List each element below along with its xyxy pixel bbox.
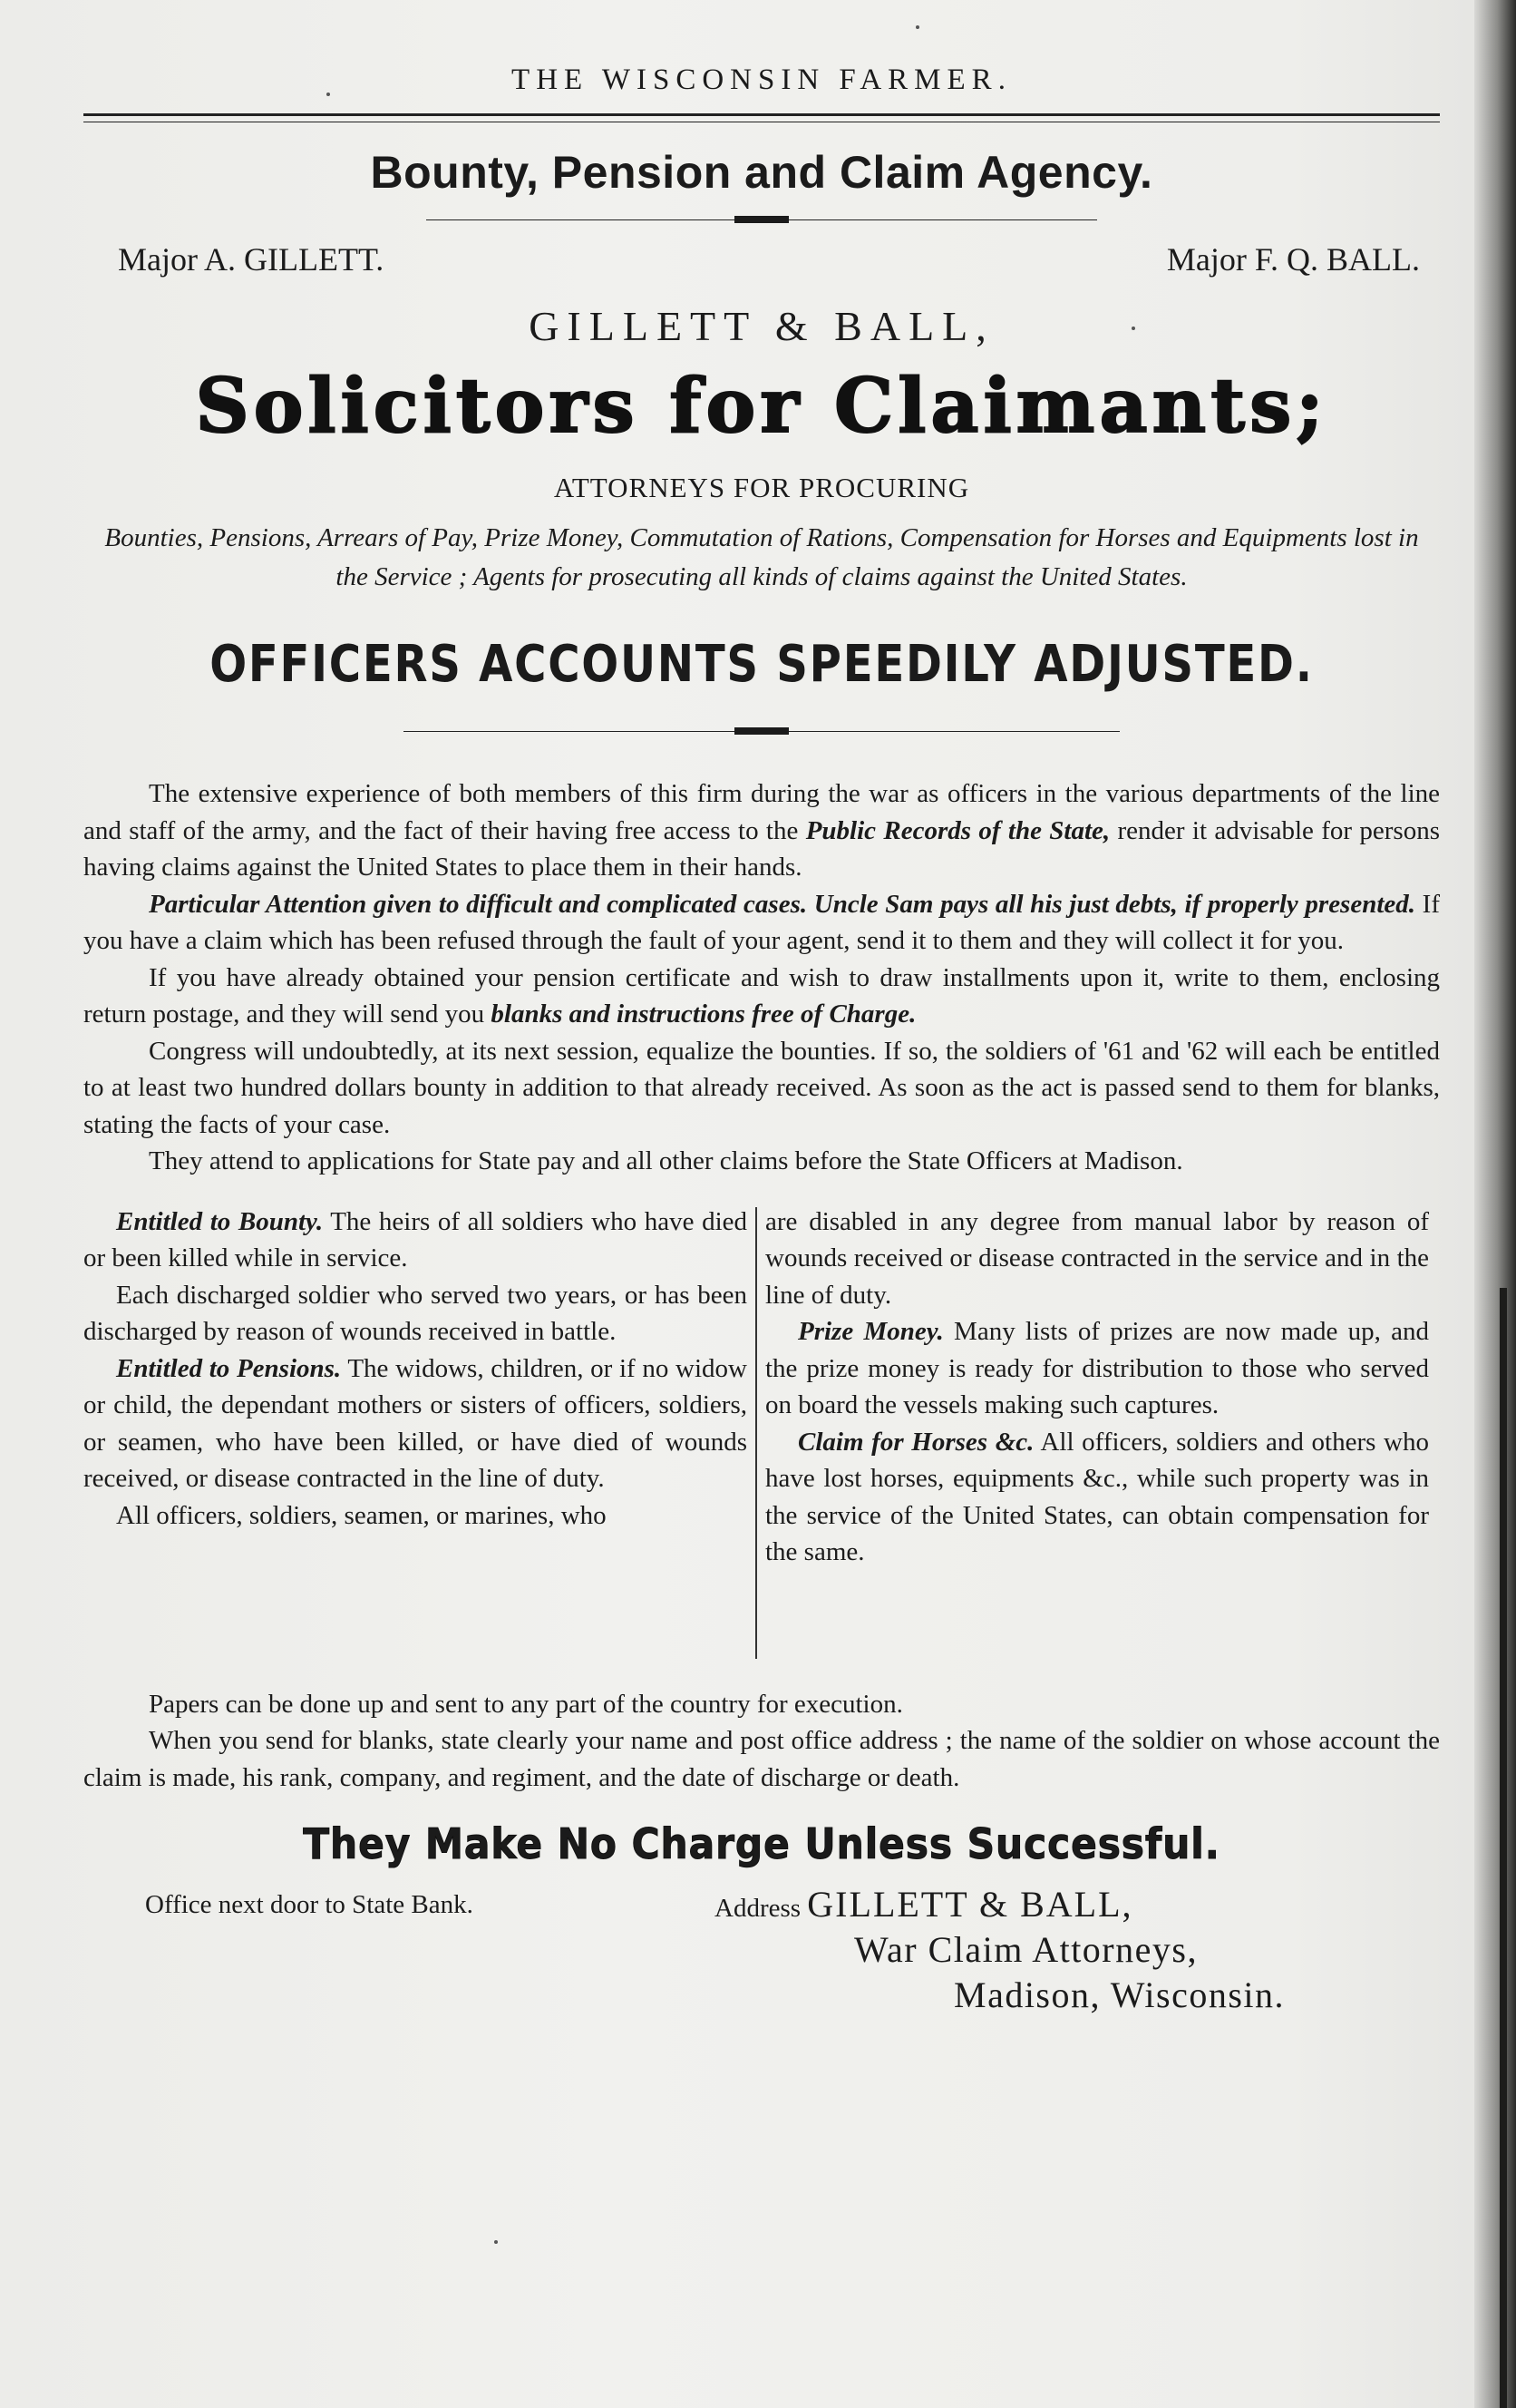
paragraph: Papers can be done up and sent to any part of the country for execution. (149, 1689, 903, 1719)
section-head: Prize Money. (798, 1317, 944, 1346)
paragraph: Congress will undoubtedly, at its next session, equalize the bounties. If so, the soldiers of '61 and '62 will each be entitled to at least two hundred dollars bounty in addition to that already received. As soon as the act is passed send to them for blanks, stating the facts of your case. (83, 1036, 1440, 1139)
rule-ornament (734, 216, 789, 223)
section-head: Entitled to Bounty. (116, 1206, 324, 1236)
column-divider (755, 1207, 757, 1659)
paragraph-text: If you have already obtained your pension certificate and wish to draw installments upon it, write to them, enclosing return postage, and they will send you (83, 962, 1440, 1029)
no-charge-line: They Make No Charge Unless Successful. (303, 1819, 1220, 1868)
print-speck (916, 25, 919, 29)
paragraph-text: The widows, children, or if no widow or child, the dependant mothers or sisters of officers, soldiers, or seamen, who have been killed, or have died of wounds received, or disease contracted in the line of duty. (83, 1353, 747, 1493)
firm-name: GILLETT & BALL, (529, 303, 995, 349)
paragraph-text: Many lists of prizes are now made up, and the prize money is ready for distribution to those who served on board the vessels making such captures. (765, 1317, 1429, 1419)
closing-text (83, 1686, 1440, 1797)
major-left: Major A. GILLETT. (118, 241, 384, 278)
address-firm: GILLETT & BALL, (807, 1884, 1133, 1925)
paragraph (83, 1350, 747, 1497)
paragraph (83, 960, 1440, 1033)
officers-line: OFFICERS ACCOUNTS SPEEDILY ADJUSTED. (209, 635, 1314, 694)
services-list: Bounties, Pensions, Arrears of Pay, Prize Money, Commutation of Rations, Compensation for Horses and Equipments lost in the Service ; Agents for prosecuting all kinds of claims against the United States. (104, 523, 1419, 591)
paragraph (765, 1313, 1429, 1424)
ornament-rule (403, 726, 1120, 737)
major-right: Major F. Q. BALL. (1166, 241, 1420, 278)
paragraph: All officers, soldiers, seamen, or marines, who (116, 1500, 607, 1530)
paragraph-text: render it advisable for persons having claims against the United States to place them in their hands. (83, 815, 1440, 882)
paragraph: They attend to applications for State pay and all other claims before the State Officers at Madison. (149, 1146, 1183, 1175)
page-edge-strip (1500, 1288, 1507, 2408)
page-edge-shadow (1474, 0, 1516, 2408)
paragraph: Each discharged soldier who served two years, or has been discharged by reason of wounds received in battle. (83, 1280, 747, 1346)
paragraph (83, 886, 1440, 960)
address-block (83, 1877, 1440, 2032)
paragraph-text: If you have a claim which has been refused through the fault of your agent, send it to them and they will collect it for you. (83, 889, 1440, 955)
paragraph (83, 1204, 747, 1277)
paragraph (765, 1424, 1429, 1571)
emphasis-text: blanks and instructions free of Charge. (491, 999, 917, 1029)
paragraph-text: All officers, soldiers and others who have lost horses, equipments &c., while such property was in the service of the United States, can obtain compensation for the same. (765, 1427, 1429, 1566)
paragraph-text: The extensive experience of both members of this firm during the war as officers in the various departments of the line and staff of the army, and the fact of their having free access to the (83, 779, 1440, 845)
address-label: Address (714, 1894, 802, 1923)
section-head: Entitled to Pensions. (116, 1353, 342, 1383)
body-text (83, 775, 1440, 1180)
emphasis-text: Particular Attention given to difficult and complicated cases. Uncle Sam pays all his just debts, if properly presented. (149, 889, 1416, 919)
paragraph-text: The heirs of all soldiers who have died or been killed while in service. (83, 1206, 747, 1272)
left-column (83, 1204, 747, 1535)
right-column (765, 1204, 1429, 1571)
print-speck (494, 2240, 498, 2244)
two-column-section (83, 1204, 1440, 1668)
agency-title: Bounty, Pension and Claim Agency. (370, 147, 1153, 198)
ornament-rule (426, 215, 1097, 226)
majors-line (83, 240, 1440, 295)
section-head: Claim for Horses &c. (798, 1427, 1035, 1457)
rule-ornament (734, 727, 789, 735)
double-rule (83, 113, 1440, 122)
attorneys-line: ATTORNEYS FOR PROCURING (553, 472, 970, 503)
office-location: Office next door to State Bank. (145, 1890, 473, 1919)
address-title: War Claim Attorneys, (854, 1929, 1198, 1970)
paragraph: When you send for blanks, state clearly your name and post office address ; the name of the soldier on whose account the claim is made, his rank, company, and regiment, and the date of discharge or death. (83, 1726, 1440, 1792)
paragraph: are disabled in any degree from manual labor by reason of wounds received or disease contracted in the service and in the line of duty. (765, 1206, 1429, 1310)
address-line (714, 1883, 1133, 1925)
paragraph (83, 775, 1440, 886)
headline: Solicitors for Claimants; (195, 363, 1328, 450)
masthead: THE WISCONSIN FARMER. (511, 63, 1012, 96)
emphasis-text: Public Records of the State, (805, 815, 1111, 845)
advertisement (83, 54, 1440, 2032)
address-city: Madison, Wisconsin. (954, 1974, 1286, 2015)
